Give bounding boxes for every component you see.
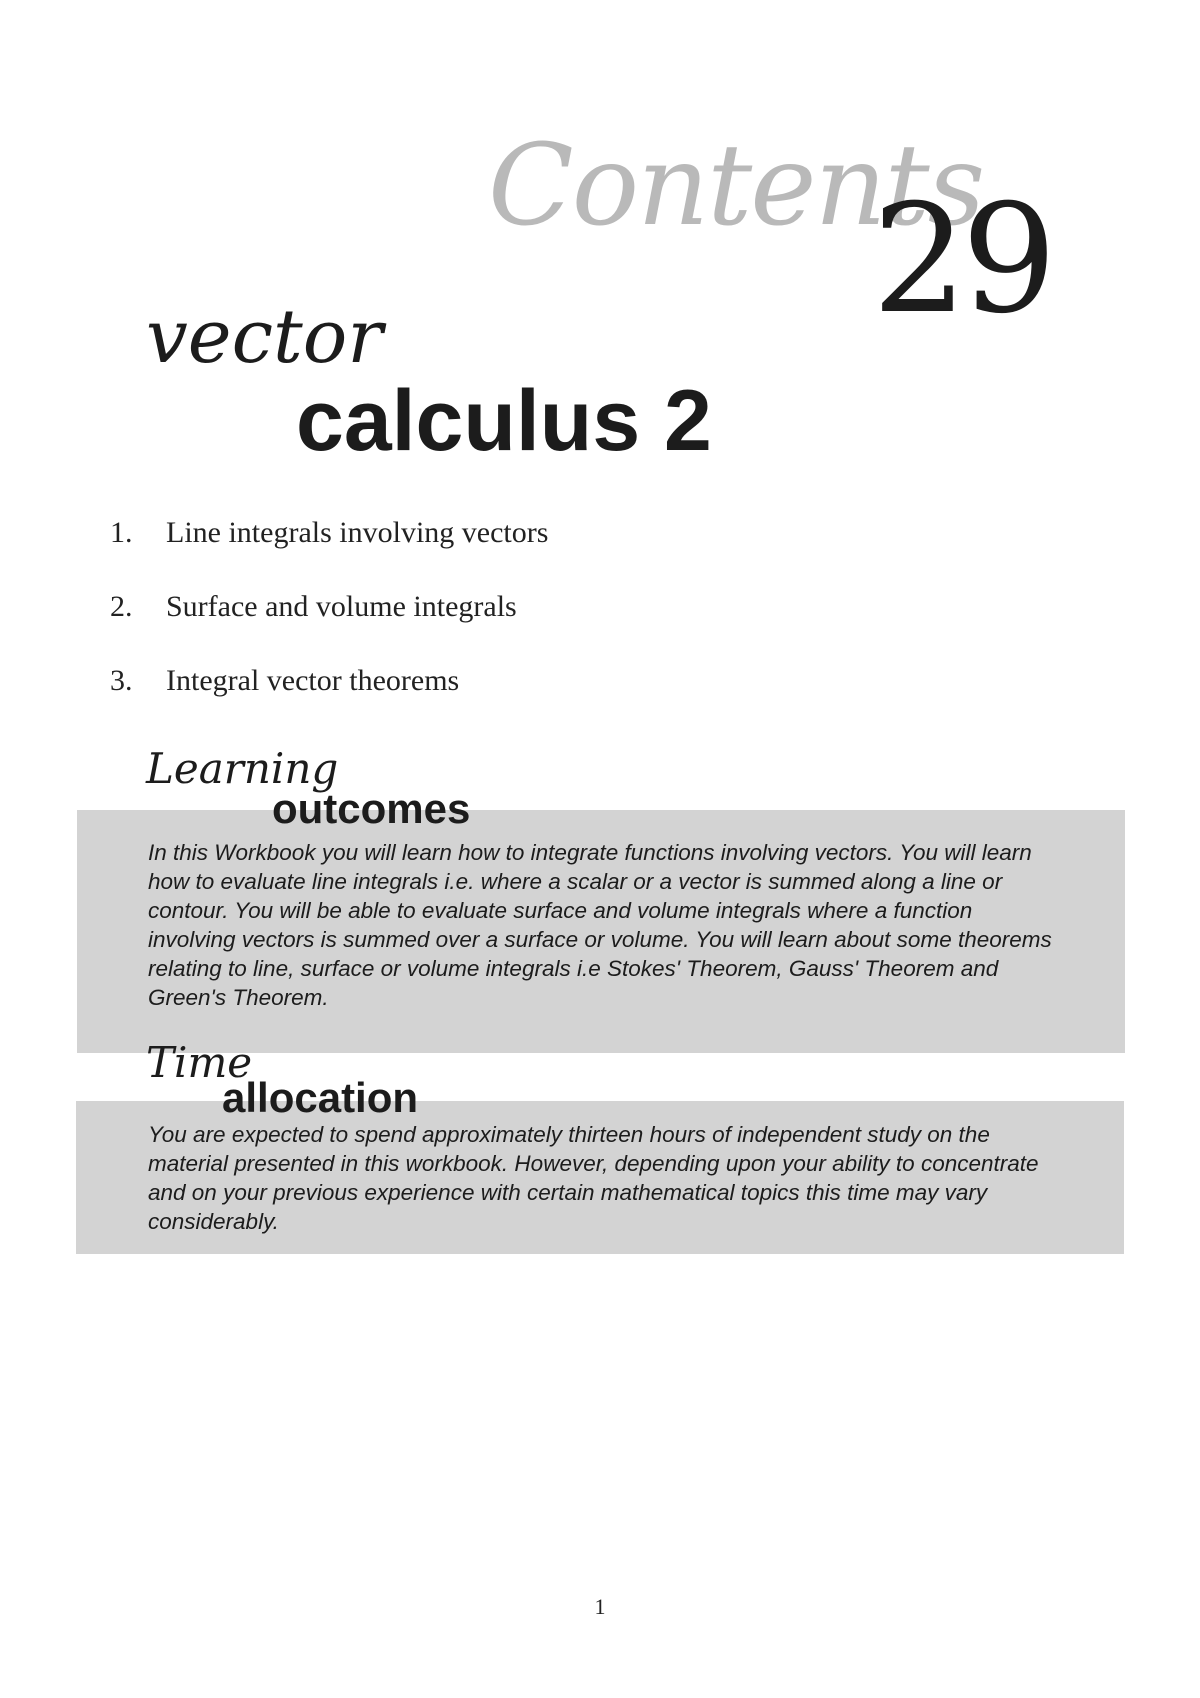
time-allocation-line: You are expected to spend approximately thirteen hours of independent study on the	[148, 1122, 990, 1147]
time-allocation-line: considerably.	[148, 1209, 279, 1234]
page-number: 1	[594, 1594, 606, 1619]
section-number: 3.	[110, 664, 133, 697]
learning-outcomes-heading-bold: outcomes	[272, 785, 471, 832]
chapter-number: 29	[872, 173, 1051, 347]
learning-outcomes-line: relating to line, surface or volume integrals i.e Stokes' Theorem, Gauss' Theorem and	[148, 956, 999, 981]
section-item	[110, 516, 548, 590]
section-number: 1.	[110, 516, 133, 549]
time-allocation-heading-italic: Time	[146, 1038, 253, 1087]
learning-outcomes-heading-italic: Learning	[146, 744, 339, 793]
section-label: Line integrals involving vectors	[166, 516, 549, 549]
learning-outcomes-text	[148, 838, 1052, 1012]
learning-outcomes-line: contour. You will be able to evaluate surface and volume integrals where a function	[148, 898, 973, 923]
section-item	[110, 664, 548, 738]
learning-outcomes-line: involving vectors is summed over a surface or volume. You will learn about some theorems	[148, 927, 1052, 952]
time-allocation-text	[148, 1120, 1039, 1236]
section-label: Surface and volume integrals	[166, 590, 517, 623]
section-item	[110, 590, 548, 664]
contents-watermark-word: Contents	[488, 121, 984, 251]
time-allocation-heading-bold: allocation	[222, 1074, 419, 1121]
section-list	[110, 516, 548, 738]
learning-outcomes-line: Green's Theorem.	[148, 985, 329, 1010]
learning-outcomes-line: how to evaluate line integrals i.e. where a scalar or a vector is summed along a line or	[148, 869, 1003, 894]
learning-outcomes-line: In this Workbook you will learn how to integrate functions involving vectors. You will learn	[148, 840, 1032, 865]
time-allocation-line: and on your previous experience with certain mathematical topics this time may vary	[148, 1180, 988, 1205]
workbook-title-line-1: vector	[146, 294, 383, 380]
section-number: 2.	[110, 590, 133, 623]
time-allocation-line: material presented in this workbook. However, depending upon your ability to concentrate	[148, 1151, 1039, 1176]
workbook-title-line-2: calculus 2	[296, 373, 712, 469]
section-label: Integral vector theorems	[166, 664, 460, 697]
